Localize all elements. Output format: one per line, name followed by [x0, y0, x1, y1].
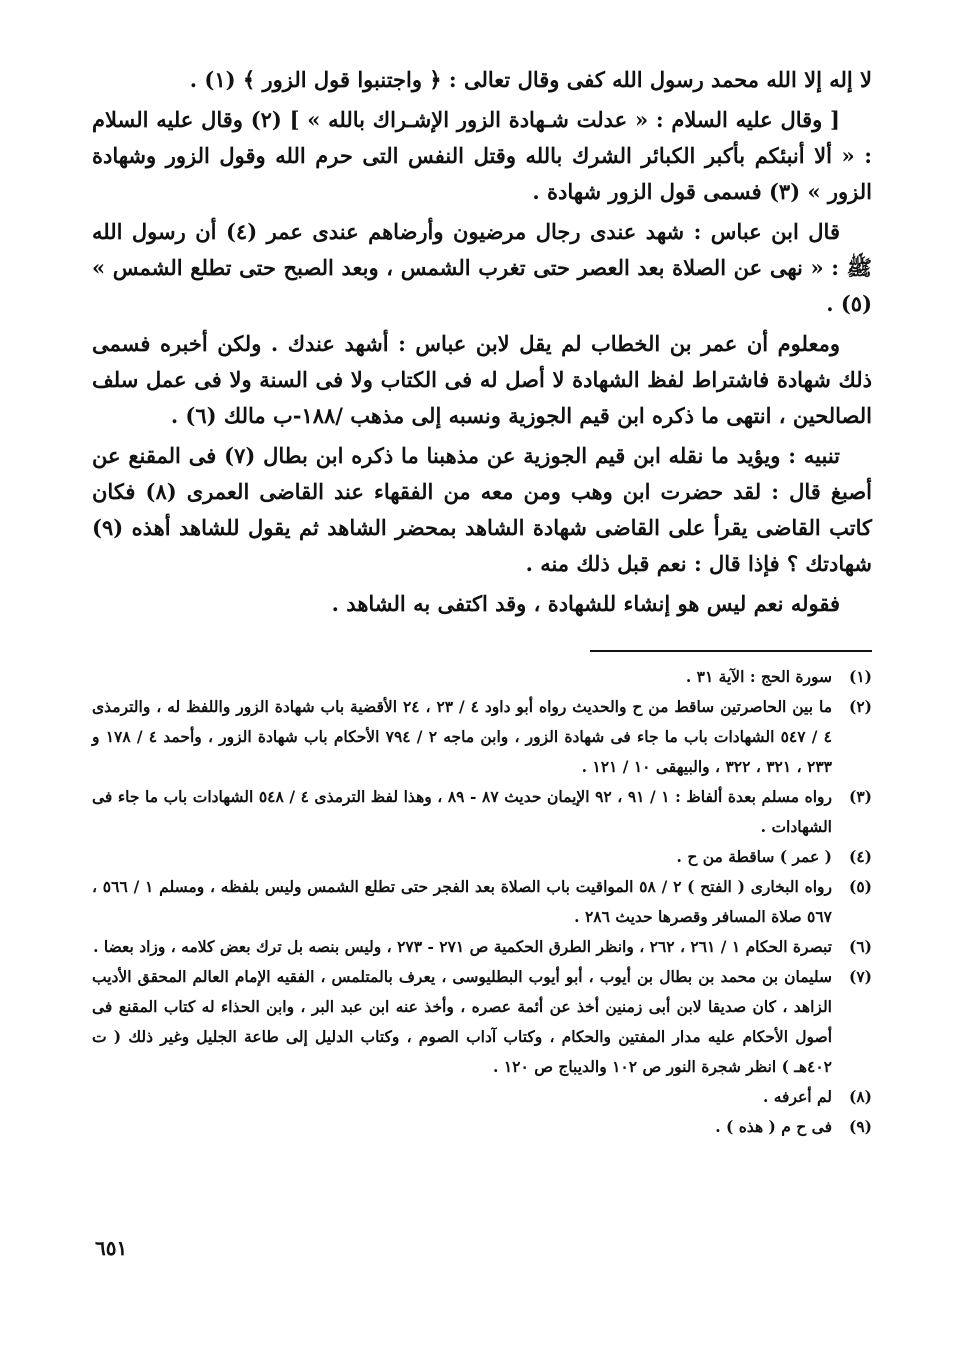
footnote: [92, 842, 872, 872]
footnote-text: فى ح م ( هذه ) .: [715, 1117, 832, 1136]
footnote-text: رواه مسلم بعدة ألفاظ : ١ / ٩١ ، ٩٢ الإيمان حديث ٨٧ - ٨٩ ، وهذا لفظ الترمذى ٤ / ٥٤٨ الشهادات باب ما جاء فى الشهادات .: [92, 787, 832, 836]
footnote-text: رواه البخارى ( الفتح ) ٢ / ٥٨ المواقيت باب الصلاة بعد الفجر حتى تطلع الشمس وليس بلفظه ، ومسلم ١ / ٥٦٦ ، ٥٦٧ صلاة المسافر وقصرها حديث ٢٨٦ .: [92, 877, 832, 926]
paragraph: ومعلوم أن عمر بن الخطاب لم يقل لابن عباس : أشهد عندك . ولكن أخبره فسمى ذلك شهادة فاشتراط لفظ الشهادة لا أصل له فى الكتاب ولا فى السنة ولا فى عمل سلف الصالحين ، انتهى ما ذكره ابن قيم الجوزية ونسبه إلى مذهب /١٨٨-ب مالك (٦) .: [92, 331, 872, 428]
footnote-text: لم أعرفه .: [762, 1087, 832, 1106]
paragraph: فقوله نعم ليس هو إنشاء للشهادة ، وقد اكتفى به الشاهد .: [331, 591, 840, 616]
footnote-text: ما بين الحاصرتين ساقط من ح والحديث رواه أبو داود ٤ / ٢٣ ، ٢٤ الأقضية باب شهادة الزور واللفظ له ، والترمذى ٤ / ٥٤٧ الشهادات باب ما جاء فى شهادة الزور ، وابن ماجه ٢ / ٧٩٤ الأحكام باب شهادة الزور ، وأحمد ٤ / ١٧٨ و ٢٣٣ ، ٣٢١ ، ٣٢٢ ، والبيهقى ١٠ / ١٢١ .: [92, 697, 832, 776]
footnote-number: (١): [848, 667, 872, 686]
footnote-number: (٨): [848, 1087, 872, 1106]
footnote: [92, 782, 872, 842]
footnotes: [92, 662, 872, 1142]
footnote-number: (٢): [848, 697, 872, 716]
footnote-number: (٧): [848, 967, 872, 986]
footnote-text: سليمان بن محمد بن بطال بن أيوب ، أبو أيوب البطليوسى ، يعرف بالمتلمس ، الفقيه الإمام العالم المحقق الأديب الزاهد ، كان صديقا لابن أبى زمنين أخذ عن أئمة عصره ، وأخذ عنه ابن عبد البر ، وابن الحذاء له كتاب المقنع فى أصول الأحكام عليه مدار المفتين والحكام ، وكتاب آداب الصوم ، وكتاب الدليل إلى طاعة الجليل وغير ذلك ( ت ٤٠٢هـ ) انظر شجرة النور ص ١٠٢ والديباج ص ١٢٠ .: [92, 967, 832, 1076]
footnote: [92, 692, 872, 782]
paragraph: قال ابن عباس : شهد عندى رجال مرضيون وأرضاهم عندى عمر (٤) أن رسول الله ﷺ : « نهى عن الصلاة بعد العصر حتى تغرب الشمس ، وبعد الصبح حتى تطلع الشمس » (٥) .: [92, 219, 872, 316]
paragraph: [ وقال عليه السلام : « عدلت شـهادة الزور الإشـراك بالله » ] (٢) وقال عليه السلام : « ألا أنبئكم بأكبر الكبائر الشرك بالله وقتل النفس التى حرم الله وقول الزور وشهادة الزور » (٣) فسمى قول الزور شهادة .: [92, 107, 872, 204]
main-text: [92, 62, 872, 622]
paragraph: لا إله إلا الله محمد رسول الله كفى وقال تعالى : ﴿ واجتنبوا قول الزور ﴾ (١) .: [189, 67, 872, 92]
document-page: [92, 62, 872, 1322]
footnote: [92, 1082, 872, 1112]
footnote-number: (٩): [848, 1117, 872, 1136]
footnote-number: (٥): [848, 877, 872, 896]
footnote: [92, 872, 872, 932]
page-number: ٦٥١: [95, 1236, 128, 1260]
footnote-number: (٤): [848, 847, 872, 866]
footnote-number: (٦): [848, 937, 872, 956]
footnote: [92, 662, 872, 692]
footnote-number: (٣): [848, 787, 872, 806]
paragraph: تنبيه : ويؤيد ما نقله ابن قيم الجوزية عن مذهبنا ما ذكره ابن بطال (٧) فى المقنع عن أصبغ قال : لقد حضرت ابن وهب ومن معه من الفقهاء عند القاضى العمرى (٨) فكان كاتب القاضى يقرأ على القاضى شهادة الشاهد بمحضر الشاهد ثم يقول للشاهد أهذه (٩) شهادتك ؟ فإذا قال : نعم قبل ذلك منه .: [92, 443, 873, 576]
footnote: [92, 1112, 872, 1142]
footnote-divider: [590, 650, 872, 652]
footnote-text: سورة الحج : الآية ٣١ .: [685, 667, 832, 686]
footnote-text: ( عمر ) ساقطة من ح .: [676, 847, 832, 866]
footnote: [92, 932, 872, 962]
footnote: [92, 962, 872, 1082]
footnote-text: تبصرة الحكام ١ / ٢٦١ ، ٢٦٢ ، وانظر الطرق الحكمية ص ٢٧١ - ٢٧٣ ، وليس بنصه بل ترك بعض كلامه ، وزاد بعضا .: [93, 937, 832, 956]
